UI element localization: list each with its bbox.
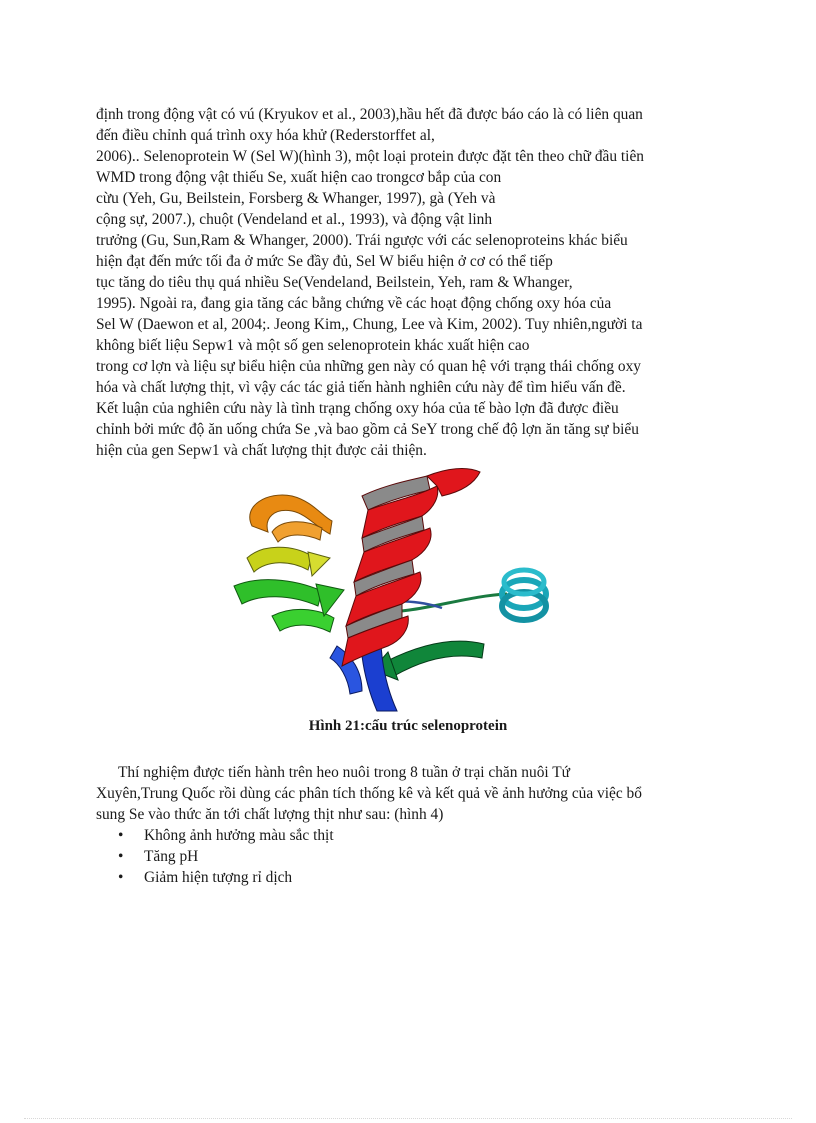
text-line: trưởng (Gu, Sun,Ram & Whanger, 2000). Trái ngược với các selenoproteins khác biểu	[96, 232, 628, 249]
selenoprotein-structure-figure	[212, 466, 552, 716]
text-line: 2006).. Selenoprotein W (Sel W)(hình 3), một loại protein được đặt tên theo chữ đầu tiên	[96, 148, 644, 165]
result-list	[118, 825, 334, 888]
dark-green-strand	[387, 641, 484, 676]
text-line: tục tăng do tiêu thụ quá nhiều Se(Vendeland, Beilstein, Yeh, ram & Whanger,	[96, 274, 573, 291]
text-line: không biết liệu Sepw1 và một số gen selenoprotein khác xuất hiện cao	[96, 337, 530, 354]
text-line: Sel W (Daewon et al, 2004;. Jeong Kim,, Chung, Lee và Kim, 2002). Tuy nhiên,người ta	[96, 316, 643, 333]
text-line: cộng sự, 2007.), chuột (Vendeland et al., 1993), và động vật linh	[96, 211, 493, 228]
figure-caption: Hình 21:cấu trúc selenoprotein	[308, 718, 508, 734]
list-item-text: Tăng pH	[144, 848, 199, 865]
text-line: định trong động vật có vú (Kryukov et al., 2003),hầu hết đã được báo cáo là có liên quan	[96, 106, 643, 123]
list-item-text: Không ảnh hưởng màu sắc thịt	[144, 827, 334, 844]
text-line: đến điều chỉnh quá trình oxy hóa khử (Rederstorffet al,	[96, 127, 435, 144]
text-line: WMD trong động vật thiếu Se, xuất hiện cao trongcơ bắp của con	[96, 169, 502, 186]
text-line: hiện đạt đến mức tối đa ở mức Se đầy đủ, Sel W biểu hiện ở cơ có thể tiếp	[96, 253, 553, 270]
text-line: Thí nghiệm được tiến hành trên heo nuôi trong 8 tuần ở trại chăn nuôi Tứ	[118, 764, 570, 781]
bullet-icon: •	[118, 848, 124, 865]
bullet-icon: •	[118, 827, 124, 844]
text-line: 1995). Ngoài ra, đang gia tăng các bằng chứng về các hoạt động chống oxy hóa của	[96, 295, 612, 312]
text-line: Kết luận của nghiên cứu này là tình trạng chống oxy hóa của tế bào lợn đã được điều	[96, 400, 619, 417]
text-line: hiện của gen Sepw1 và chất lượng thịt được cải thiện.	[96, 442, 427, 459]
page-bottom-rule	[24, 1118, 792, 1119]
text-line: chỉnh bởi mức độ ăn uống chứa Se ,và bao gồm cả SeY trong chế độ lợn ăn tăng sự biểu	[96, 421, 639, 438]
text-line: hóa và chất lượng thịt, vì vậy các tác giả tiến hành nghiên cứu này để tìm hiểu vấn đề.	[96, 379, 626, 396]
text-line: cừu (Yeh, Gu, Beilstein, Forsberg & Whanger, 1997), gà (Yeh và	[96, 190, 496, 207]
paragraph-1	[96, 104, 726, 461]
list-item	[118, 867, 334, 888]
text-line: sung Se vào thức ăn tới chất lượng thịt như sau: (hình 4)	[96, 806, 444, 823]
bullet-icon: •	[118, 869, 124, 886]
text-line: trong cơ lợn và liệu sự biểu hiện của những gen này có quan hệ với trạng thái chống oxy	[96, 358, 642, 375]
yellow-strand	[247, 547, 312, 572]
text-line: Xuyên,Trung Quốc rồi dùng các phân tích thống kê và kết quả về ảnh hưởng của việc bổ	[96, 785, 642, 802]
orange-strand	[272, 522, 322, 542]
list-item-text: Giảm hiện tượng rỉ dịch	[144, 869, 293, 886]
yellow-arrow	[308, 552, 330, 576]
list-item	[118, 825, 334, 846]
paragraph-2	[96, 762, 726, 825]
list-item	[118, 846, 334, 867]
green-strand-1	[234, 580, 322, 606]
red-helix	[342, 469, 480, 666]
green-arrow	[316, 584, 344, 616]
